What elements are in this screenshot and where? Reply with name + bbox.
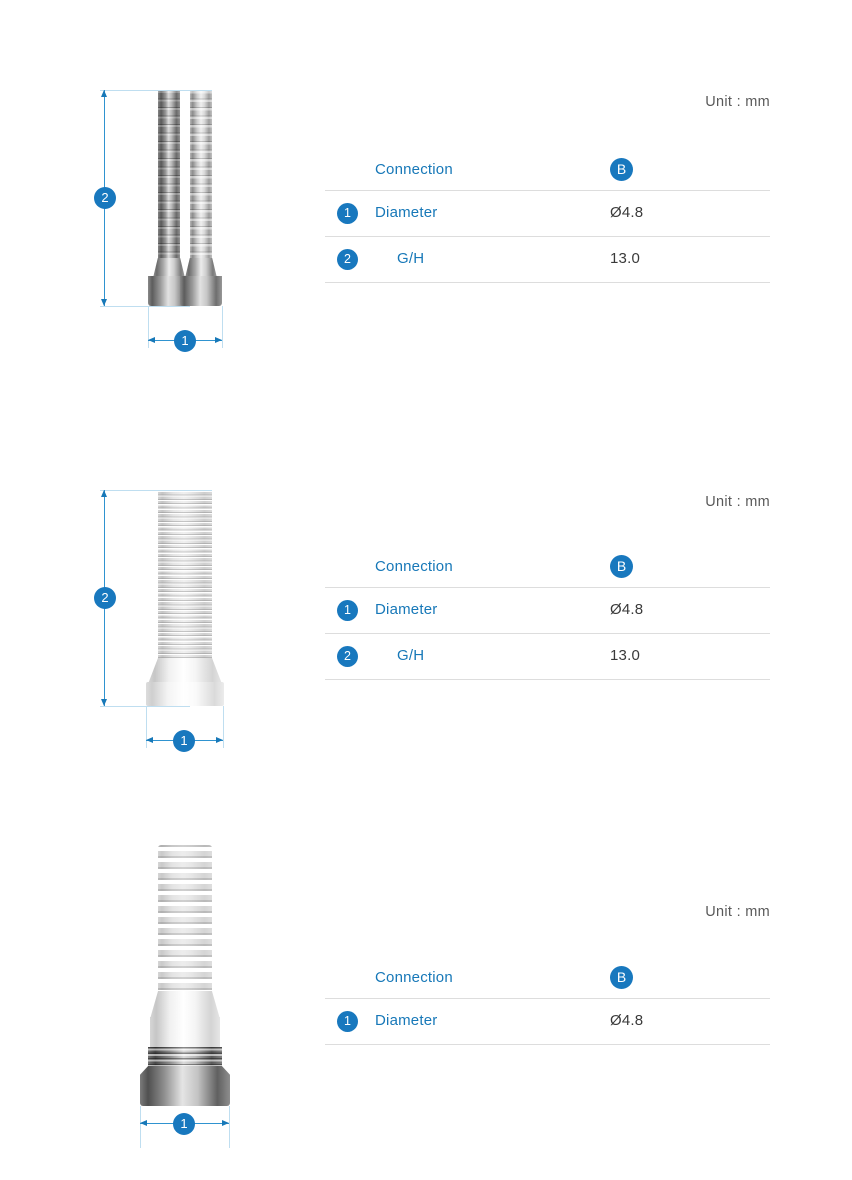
row-no-cell [325, 190, 375, 236]
white-body-3 [150, 1017, 220, 1049]
white-taper-3 [150, 991, 220, 1019]
row-label: G/H [397, 250, 425, 267]
product-spec-section-3 [0, 800, 852, 1180]
metal-taper-right [185, 258, 217, 278]
header-cell-no [325, 547, 375, 587]
metal-rod-right [190, 90, 212, 260]
table-row [325, 587, 770, 633]
dual-metal-threaded-post-illustration [0, 0, 320, 400]
extension-line-right-3 [229, 1106, 230, 1148]
row-name-cell [375, 190, 610, 236]
header-cell-value [610, 547, 770, 587]
white-taper-2 [148, 658, 222, 684]
table-row [325, 190, 770, 236]
row-label: Diameter [375, 601, 438, 618]
header-connection-type-badge: B [610, 555, 633, 578]
arrow-height-top-2 [101, 490, 107, 497]
row-value: 13.0 [610, 250, 640, 267]
metal-collar-right [180, 276, 222, 306]
table-row [325, 236, 770, 282]
metal-skirt-3 [140, 1066, 230, 1106]
table-header-row [325, 547, 770, 587]
unit-label-1: Unit : mm [705, 94, 770, 110]
extension-line-right-1 [222, 306, 223, 348]
arrow-height-bottom-1 [101, 299, 107, 306]
arrow-diameter-right-3 [222, 1120, 229, 1126]
table-header-row [325, 958, 770, 998]
extension-line-left-3 [140, 1106, 141, 1148]
unit-label-2: Unit : mm [705, 494, 770, 510]
header-connection-type-badge: B [610, 966, 633, 989]
table-row [325, 633, 770, 679]
spec-table-3 [325, 958, 770, 1045]
header-cell-name [375, 958, 610, 998]
arrow-height-top-1 [101, 90, 107, 97]
spec-table-2 [325, 547, 770, 680]
row-label: Diameter [375, 204, 438, 221]
row-label: Diameter [375, 1012, 438, 1029]
white-collar-2 [146, 682, 224, 706]
header-connection-label: Connection [375, 160, 453, 178]
figure-panel-1 [0, 0, 320, 400]
table-row [325, 998, 770, 1044]
header-connection-label: Connection [375, 557, 453, 575]
arrow-diameter-left-3 [140, 1120, 147, 1126]
arrow-diameter-right-1 [215, 337, 222, 343]
extension-line-right-2 [223, 706, 224, 748]
header-cell-name [375, 150, 610, 190]
figure-panel-3 [0, 800, 320, 1180]
arrow-diameter-left-2 [146, 737, 153, 743]
row-no-cell [325, 236, 375, 282]
callout-badge-diameter-2: 1 [173, 730, 195, 752]
white-coarse-ribbed-rod-3 [158, 845, 212, 993]
row-no-cell [325, 587, 375, 633]
row-value: Ø4.8 [610, 204, 644, 221]
row-number-badge: 1 [337, 203, 358, 224]
row-number-badge: 2 [337, 249, 358, 270]
row-number-badge: 1 [337, 600, 358, 621]
white-fine-threaded-post-illustration [0, 400, 320, 800]
callout-badge-height-2: 2 [94, 587, 116, 609]
row-label: G/H [397, 647, 425, 664]
row-name-cell [375, 587, 610, 633]
row-value-cell [610, 998, 770, 1044]
metal-rod-left [158, 90, 180, 260]
spec-table-1 [325, 150, 770, 283]
row-value-cell [610, 190, 770, 236]
header-cell-value [610, 150, 770, 190]
product-spec-section-1 [0, 0, 852, 400]
header-connection-type-badge: B [610, 158, 633, 181]
header-cell-no [325, 150, 375, 190]
arrow-diameter-left-1 [148, 337, 155, 343]
row-no-cell [325, 633, 375, 679]
arrow-height-bottom-2 [101, 699, 107, 706]
extension-line-bottom-2 [100, 706, 190, 707]
arrow-diameter-right-2 [216, 737, 223, 743]
callout-badge-diameter-3: 1 [173, 1113, 195, 1135]
white-ribbed-rod-2 [158, 490, 212, 660]
row-value: 13.0 [610, 647, 640, 664]
row-name-cell [375, 633, 610, 679]
row-value: Ø4.8 [610, 601, 644, 618]
table-header-row [325, 150, 770, 190]
header-connection-label: Connection [375, 968, 453, 986]
header-cell-no [325, 958, 375, 998]
header-cell-name [375, 547, 610, 587]
header-cell-value [610, 958, 770, 998]
row-number-badge: 2 [337, 646, 358, 667]
metal-thread-band-3 [148, 1047, 222, 1069]
white-coarse-ribbed-post-illustration [0, 800, 320, 1180]
metal-taper-left [153, 258, 185, 278]
callout-badge-height-1: 2 [94, 187, 116, 209]
row-name-cell [375, 998, 610, 1044]
row-no-cell [325, 998, 375, 1044]
row-value-cell [610, 633, 770, 679]
row-value-cell [610, 236, 770, 282]
product-spec-section-2 [0, 400, 852, 800]
extension-line-top-2 [100, 490, 212, 491]
figure-panel-2 [0, 400, 320, 800]
unit-label-3: Unit : mm [705, 904, 770, 920]
row-name-cell [375, 236, 610, 282]
extension-line-top-1 [100, 90, 212, 91]
row-value-cell [610, 587, 770, 633]
callout-badge-diameter-1: 1 [174, 330, 196, 352]
row-number-badge: 1 [337, 1011, 358, 1032]
extension-line-bottom-1 [100, 306, 190, 307]
row-value: Ø4.8 [610, 1012, 644, 1029]
